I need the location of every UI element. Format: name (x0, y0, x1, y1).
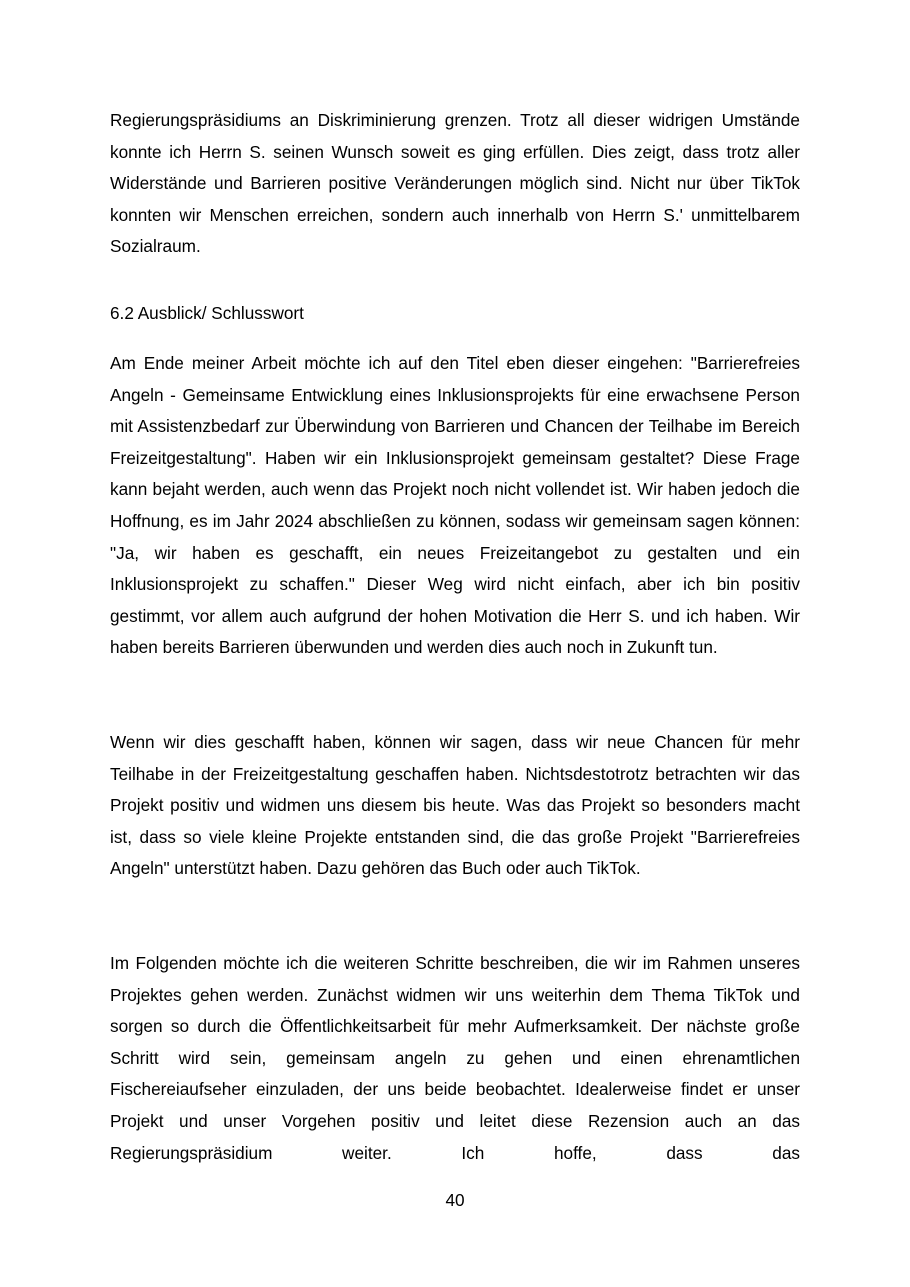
body-paragraph-4: Im Folgenden möchte ich die weiteren Schritte beschreiben, die wir im Rahmen unseres Projektes gehen werden. Zunächst widmen wir uns weiterhin dem Thema TikTok und sorgen so durch die Öffentlichkeitsarbeit für mehr Aufmerksamkeit. Der nächste große Schritt wird sein, gemeinsam angeln zu gehen und einen ehrenamtlichen Fischereiaufseher einzuladen, der uns beide beobachtet. Idealerweise findet er unser Projekt und unser Vorgehen positiv und leitet diese Rezension auch an das Regierungspräsidium weiter. Ich hoffe, dass das (110, 953, 800, 1163)
section-heading: 6.2 Ausblick/ Schlusswort (110, 303, 304, 323)
page-number: 40 (445, 1190, 465, 1210)
body-paragraph-3: Wenn wir dies geschafft haben, können wir sagen, dass wir neue Chancen für mehr Teilhabe in der Freizeitgestaltung geschaffen haben. Nichtsdestotrotz betrachten wir das Projekt positiv und widmen uns diesem bis heute. Was das Projekt so besonders macht ist, dass so viele kleine Projekte entstanden sind, die das große Projekt "Barrierefreies Angeln" unterstützt haben. Dazu gehören das Buch oder auch TikTok. (110, 732, 800, 879)
body-paragraph-1: Regierungspräsidiums an Diskriminierung grenzen. Trotz all dieser widrigen Umstände konnte ich Herrn S. seinen Wunsch soweit es ging erfüllen. Dies zeigt, dass trotz aller Widerstände und Barrieren positive Veränderungen möglich sind. Nicht nur über TikTok konnten wir Menschen erreichen, sondern auch innerhalb von Herrn S.' unmittelbarem Sozialraum. (110, 110, 800, 257)
body-paragraph-2: Am Ende meiner Arbeit möchte ich auf den Titel eben dieser eingehen: "Barrierefreies Angeln - Gemeinsame Entwicklung eines Inklusionsprojekts für eine erwachsene Person mit Assistenzbedarf zur Überwindung von Barrieren und Chancen der Teilhabe im Bereich Freizeitgestaltung". Haben wir ein Inklusionsprojekt gemeinsam gestaltet? Diese Frage kann bejaht werden, auch wenn das Projekt noch nicht vollendet ist. Wir haben jedoch die Hoffnung, es im Jahr 2024 abschließen zu können, sodass wir gemeinsam sagen können: "Ja, wir haben es geschafft, ein neues Freizeitangebot zu gestalten und ein Inklusionsprojekt zu schaffen." Dieser Weg wird nicht einfach, aber ich bin positiv gestimmt, vor allem auch aufgrund der hohen Motivation die Herr S. und ich haben. Wir haben bereits Barrieren überwunden und werden dies auch noch in Zukunft tun. (110, 353, 800, 658)
